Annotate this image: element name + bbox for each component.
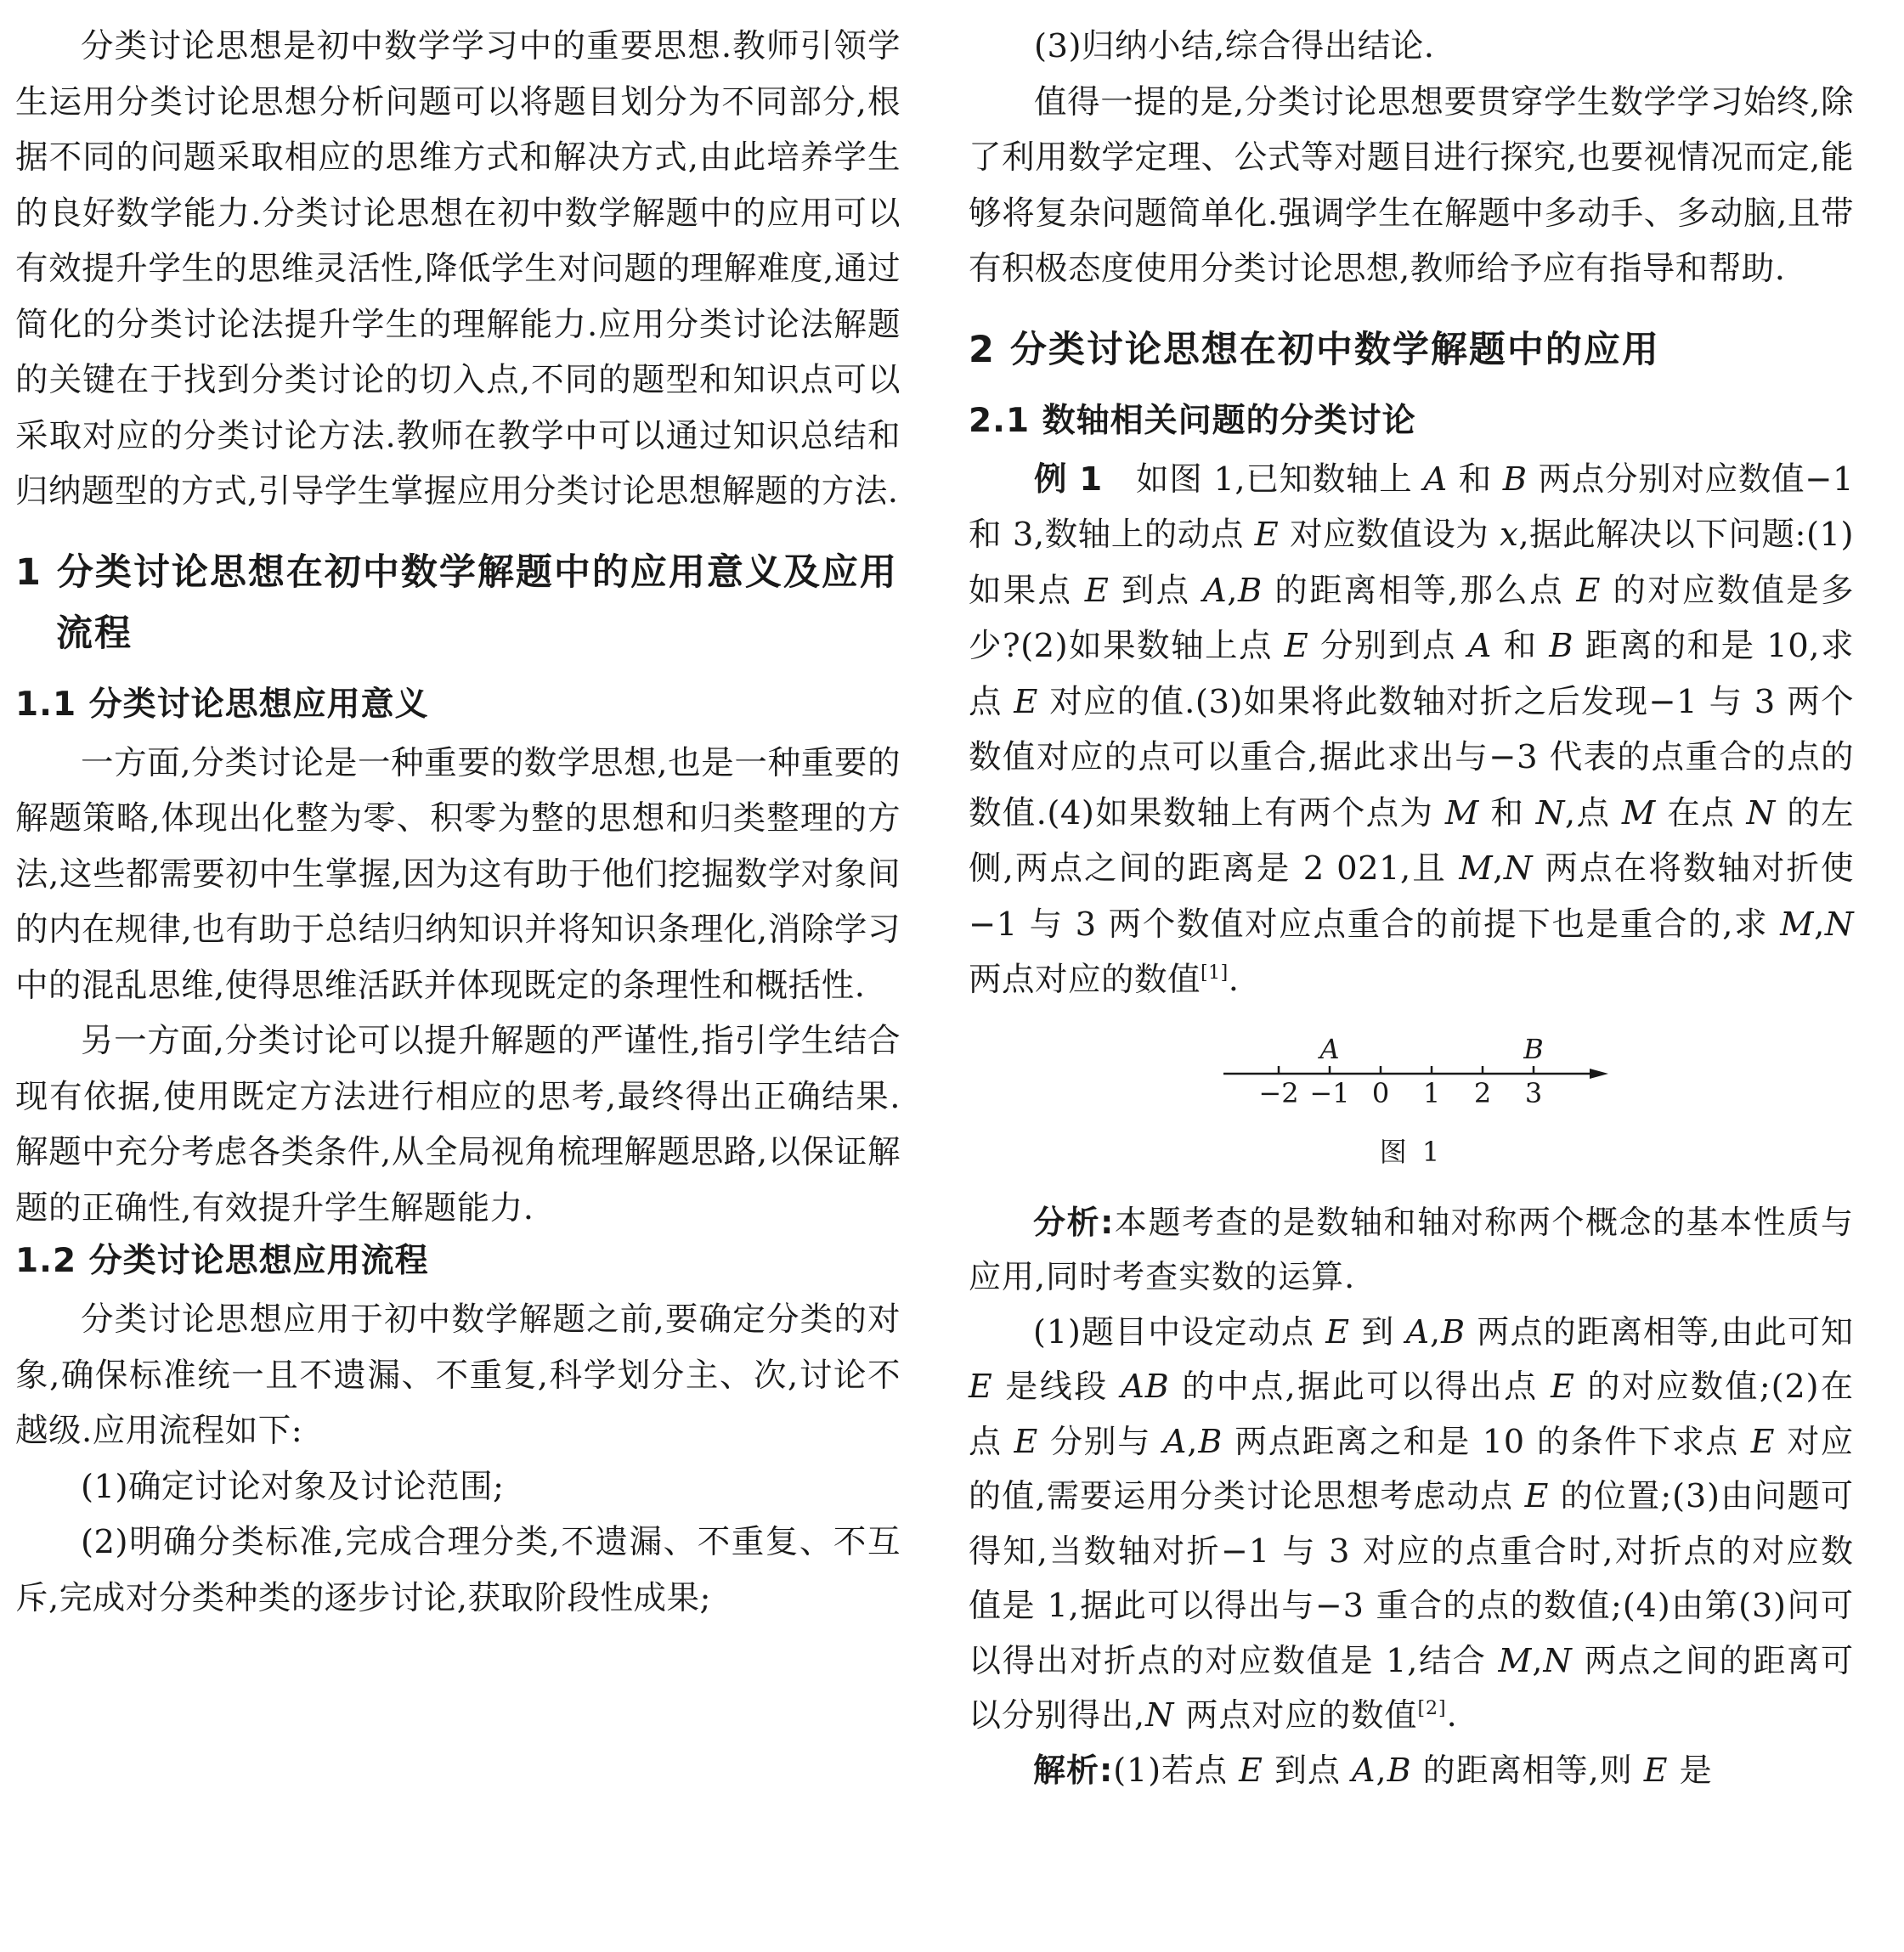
citation-2: [2]: [1417, 1698, 1447, 1719]
number-line: [969, 1027, 1854, 1129]
process-step-3: (3)归纳小结,综合得出结论.: [1034, 27, 1435, 65]
intro-paragraph: 分类讨论思想是初中数学学习中的重要思想.教师引领学生运用分类讨论思想分析问题可以将题目划分为不同部分,根据不同的问题采取相应的思维方式和解决方式,由此培养学生的良好数学能力.分类讨论思想在初中数学解题中的应用可以有效提升学生的思维灵活性,降低学生对问题的理解难度,通过简化的分类讨论法提升学生的理解能力.应用分类讨论法解题的关键在于找到分类讨论的切入点,不同的题型和知识点可以采取对应的分类讨论方法.教师在教学中可以通过知识总结和归纳题型的方式,引导学生掌握应用分类讨论思想解题的方法.: [15, 27, 901, 511]
point-label: B: [1523, 1032, 1544, 1065]
tick-label: 1: [1422, 1076, 1441, 1109]
solution-label: 解析:: [1033, 1751, 1114, 1789]
example-1-paragraph: 例 1 如图 1,已知数轴上 A 和 B 两点分别对应数值−1 和 3,数轴上的动点 E 对应数值设为 x,据此解决以下问题:(1)如果点 E 到点 A,B 的距离相等,那么点 E 的对应数值是多少?(2)如果数轴上点 E 分别到点 A 和 B 距离的和是 10,求点 E 对应的值.(3)如果将此数轴对折之后发现−1 与 3 两个数值对应的点可以重合,据此求出与−3 代表的点重合的点的数值.(4)如果数轴上有两个点为 M 和 N,点 M 在点 N 的左侧,两点之间的距离是 2 021,且 M,N 两点在将数轴对折使−1 与 3 两个数值对应点重合的前提下也是重合的,求 M,N 两点对应的数值[1].: [969, 460, 1854, 999]
right-column: [969, 19, 1854, 1797]
process-step-2: (2)明确分类标准,完成合理分类,不遗漏、不重复、不互斥,完成对分类种类的逐步讨论,获取阶段性成果;: [15, 1523, 901, 1617]
tick-label: −2: [1258, 1076, 1299, 1109]
analysis-paragraph: 分析:本题考查的是数轴和轴对称两个概念的基本性质与应用,同时考查实数的运算.: [969, 1203, 1854, 1295]
citation-1: [1]: [1201, 962, 1229, 984]
example-label: 例 1: [1034, 460, 1103, 499]
paragraph-other-side: 另一方面,分类讨论可以提升解题的严谨性,指引学生结合现有依据,使用既定方法进行相应的思考,最终得出正确结果.解题中充分考虑各类条件,从全局视角梳理解题思路,以保证解题的正确性,有效提升学生解题能力.: [15, 1022, 901, 1227]
number-line-figure: [969, 1027, 1854, 1171]
section-2-1-heading: 2.1 数轴相关问题的分类讨论: [969, 401, 1416, 440]
tick-label: −1: [1309, 1076, 1350, 1109]
process-step-1: (1)确定讨论对象及讨论范围;: [81, 1467, 505, 1506]
solution-outline-paragraph: (1)题目中设定动点 E 到 A,B 两点的距离相等,由此可知 E 是线段 AB 的中点,据此可以得出点 E 的对应数值;(2)在点 E 分别与 A,B 两点距离之和是 10 的条件下求点 E 对应的值,需要运用分类讨论思想考虑动点 E 的位置;(3)由问题可得知,当数轴对折−1 与 3 对应的点重合时,对折点的对应数值是 1,据此可以得出与−3 重合的点的数值;(4)由第(3)问可以得出对折点的对应数值是 1,结合 M,N 两点之间的距离可以分别得出,N 两点对应的数值[2].: [969, 1312, 1854, 1734]
left-column: [15, 19, 901, 1626]
tick-label: 0: [1371, 1076, 1390, 1109]
point-label: A: [1319, 1032, 1340, 1065]
figure-caption: 图 1: [1379, 1135, 1444, 1168]
paragraph-process-intro: 分类讨论思想应用于初中数学解题之前,要确定分类的对象,确保标准统一且不遗漏、不重复,科学划分主、次,讨论不越级.应用流程如下:: [15, 1300, 901, 1450]
paragraph-one-side: 一方面,分类讨论是一种重要的数学思想,也是一种重要的解题策略,体现出化整为零、积零为整的思想和归类整理的方法,这些都需要初中生掌握,因为这有助于他们挖掘数学对象间的内在规律,也有助于总结归纳知识并将知识条理化,消除学习中的混乱思维,使得思维活跃并体现既定的条理性和概括性.: [15, 743, 901, 1005]
solution-paragraph: 解析:(1)若点 E 到点 A,B 的距离相等,则 E 是: [1033, 1751, 1713, 1789]
axis-arrow: [1590, 1069, 1608, 1079]
analysis-label: 分析:: [1033, 1203, 1115, 1241]
tick-label: 3: [1524, 1076, 1543, 1109]
section-2-heading: 2 分类讨论思想在初中数学解题中的应用: [969, 328, 1660, 371]
section-1-2-heading: 1.2 分类讨论思想应用流程: [15, 1242, 429, 1280]
tick-label: 2: [1473, 1076, 1492, 1109]
section-1-heading: 1 分类讨论思想在初中数学解题中的应用意义及应用流程: [15, 550, 898, 655]
section-1-1-heading: 1.1 分类讨论思想应用意义: [15, 685, 429, 724]
paragraph-note: 值得一提的是,分类讨论思想要贯穿学生数学学习始终,除了利用数学定理、公式等对题目进行探究,也要视情况而定,能够将复杂问题简单化.强调学生在解题中多动手、多动脑,且带有积极态度使用分类讨论思想,教师给予应有指导和帮助.: [969, 82, 1854, 288]
